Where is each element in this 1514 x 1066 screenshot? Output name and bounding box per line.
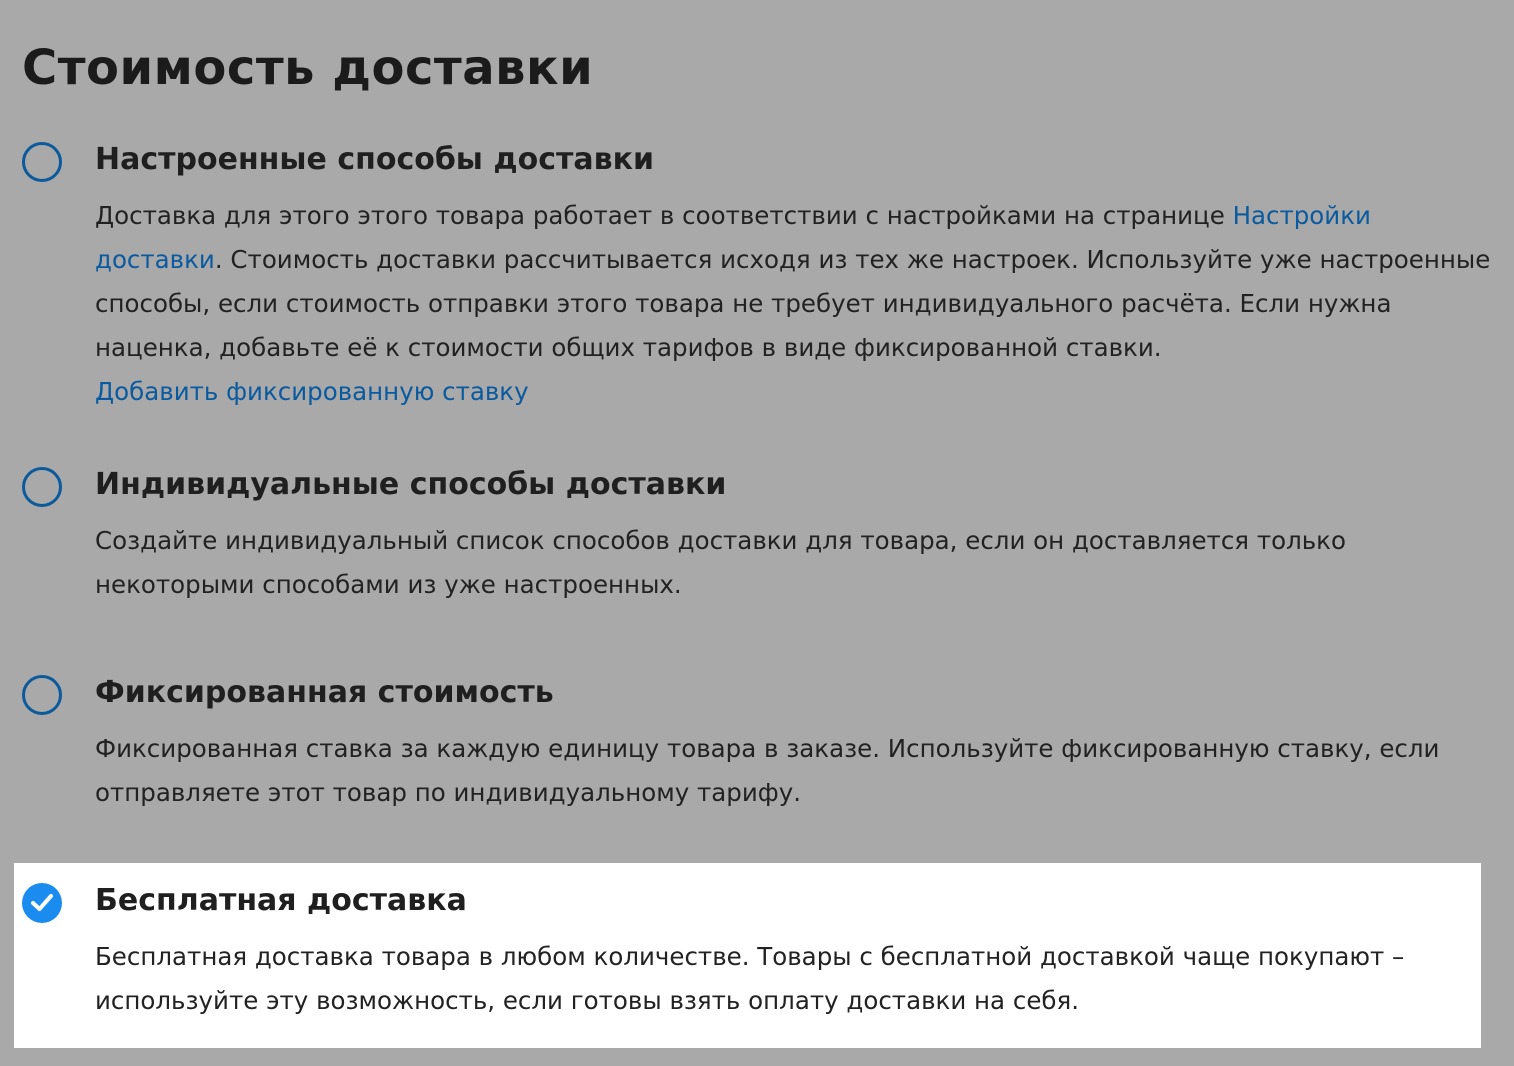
option-description: Бесплатная доставка товара в любом количестве. Товары с бесплатной доставкой чаще покупают – используйте эту возможность, если готовы взять оплату доставки на себя. xyxy=(95,942,1405,1015)
option-description: Фиксированная ставка за каждую единицу товара в заказе. Используйте фиксированную ставку, если отправляете этот товар по индивидуальному тарифу. xyxy=(95,734,1440,807)
radio-configured-methods[interactable] xyxy=(22,142,62,182)
add-fixed-rate-link[interactable]: Добавить фиксированную ставку xyxy=(95,377,529,406)
option-title: Бесплатная доставка xyxy=(95,883,467,918)
option-title: Индивидуальные способы доставки xyxy=(95,467,727,502)
option-description xyxy=(95,194,1495,414)
page-title: Стоимость доставки xyxy=(22,40,594,96)
radio-individual-methods[interactable] xyxy=(22,467,62,507)
description-text: . Стоимость доставки рассчитывается исходя из тех же настроек. Используйте уже настроенные способы, если стоимость отправки этого товара не требует индивидуального расчёта. Если нужна наценка, добавьте её к стоимости общих тарифов в виде фиксированной ставки. xyxy=(95,245,1491,362)
delivery-settings-link[interactable]: Настройки доставки xyxy=(95,201,1371,274)
description-text: Доставка для этого этого товара работает в соответствии с настройками на странице xyxy=(95,201,1233,230)
option-title: Настроенные способы доставки xyxy=(95,142,654,177)
option-description: Создайте индивидуальный список способов доставки для товара, если он доставляется только некоторыми способами из уже настроенных. xyxy=(95,526,1346,599)
option-title: Фиксированная стоимость xyxy=(95,675,554,710)
radio-fixed-cost[interactable] xyxy=(22,675,62,715)
radio-free-delivery[interactable] xyxy=(22,883,62,923)
check-icon xyxy=(30,892,54,914)
